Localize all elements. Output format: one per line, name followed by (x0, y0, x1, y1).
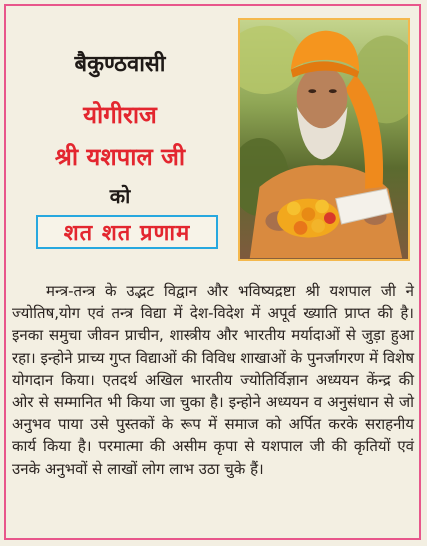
tribute-heading (10, 18, 230, 258)
greeting-box (36, 215, 218, 249)
portrait-photo (238, 18, 410, 261)
heading-name: श्री यशपाल जी (54, 143, 186, 171)
heading-ko: को (109, 184, 131, 208)
heading-yogiraj: योगीराज (83, 101, 157, 129)
biography-paragraph: मन्त्र-तन्त्र के उद्भट विद्वान और भविष्यद्रष्टा श्री यशपाल जी ने ज्योतिष,योग एवं तन्त्र विद्या में देश-विदेश में अपूर्व ख्याति प्राप्त की है। इनका समुचा जीवन प्राचीन, शास्त्रीय और भारतीय मर्यादाओं से जुड़ा हुआ रहा। इन्होने प्राच्य गुप्त विद्याओं की विविध शाखाओं के पुनर्जागरण में विशेष योगदान किया। एतदर्थ अखिल भारतीय ज्योतिर्विज्ञान अध्ययन केंन्द्र की ओर से सम्मानित भी किया जा चुका है। इन्होने अध्ययन व अनुसंधान से जो अनुभव पाया उसे पुस्तकों के रूप में समाज को अर्पित करके सराहनीय कार्य किया है। परमात्मा की असीम कृपा से यशपाल जी की कृतियों एवं उनके अनुभवों से लाखों लोग लाभ उठा चुके हैं। (12, 282, 414, 478)
heading-baikunthvasi: बैकुण्ठवासी (74, 52, 166, 77)
portrait-illustration (240, 20, 408, 259)
greeting-text: शत शत प्रणाम (63, 221, 191, 246)
